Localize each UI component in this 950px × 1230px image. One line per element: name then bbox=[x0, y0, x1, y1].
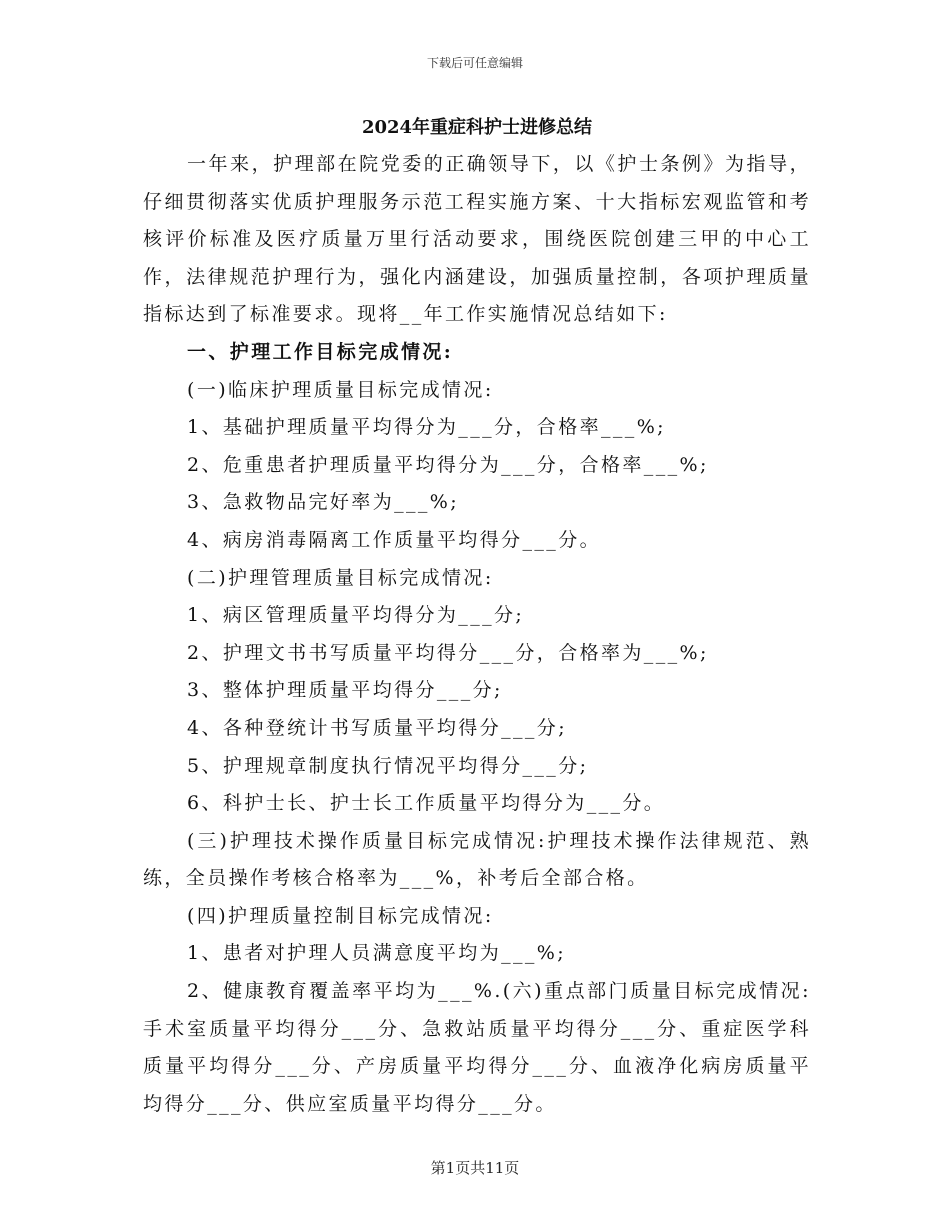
list-item: 3、整体护理质量平均得分___分; bbox=[187, 679, 503, 702]
list-item: 1、患者对护理人员满意度平均为___%; bbox=[187, 942, 567, 965]
subsection-heading: (一)临床护理质量目标完成情况: bbox=[187, 378, 494, 401]
section-heading: 一、护理工作目标完成情况: bbox=[187, 340, 454, 363]
list-item: 3、急救物品完好率为___%; bbox=[187, 491, 460, 514]
list-item: 5、护理规章制度执行情况平均得分___分; bbox=[187, 754, 589, 777]
list-item: 2、危重患者护理质量平均得分为___分，合格率___%; bbox=[187, 453, 709, 476]
page-header-note: 下载后可任意编辑 bbox=[426, 56, 523, 70]
document-body bbox=[143, 110, 811, 1123]
subsection-heading: (二)护理管理质量目标完成情况: bbox=[187, 566, 494, 589]
list-item: 2、健康教育覆盖率平均为___%.(六)重点部门质量目标完成情况:手术室质量平均得分___分、急救站质量平均得分___分、重症医学科质量平均得分___分、产房质量平均得分___分、血液净化病房质量平均得分___分、供应室质量平均得分___分。 bbox=[143, 980, 811, 1115]
subsection-paragraph: (三)护理技术操作质量目标完成情况:护理技术操作法律规范、熟练，全员操作考核合格率为___%，补考后全部合格。 bbox=[143, 829, 811, 890]
intro-paragraph: 一年来，护理部在院党委的正确领导下，以《护士条例》为指导，仔细贯彻落实优质护理服务示范工程实施方案、十大指标宏观监管和考核评价标准及医疗质量万里行活动要求，围绕医院创建三甲的中心工作，法律规范护理行为，强化内涵建设，加强质量控制，各项护理质量指标达到了标准要求。现将__年工作实施情况总结如下: bbox=[143, 153, 811, 326]
list-item: 4、病房消毒隔离工作质量平均得分___分。 bbox=[187, 528, 601, 551]
list-item: 1、病区管理质量平均得分为___分; bbox=[187, 604, 525, 627]
page-number: 第1页共11页 bbox=[430, 1159, 520, 1177]
list-item: 4、各种登统计书写质量平均得分___分; bbox=[187, 716, 567, 739]
subsection-heading: (四)护理质量控制目标完成情况: bbox=[187, 904, 494, 927]
document-title: 2024年重症科护士进修总结 bbox=[361, 117, 593, 138]
list-item: 1、基础护理质量平均得分为___分，合格率___%; bbox=[187, 416, 666, 439]
list-item: 6、科护士长、护士长工作质量平均得分为___分。 bbox=[187, 792, 666, 815]
list-item: 2、护理文书书写质量平均得分___分，合格率为___%; bbox=[187, 641, 709, 664]
